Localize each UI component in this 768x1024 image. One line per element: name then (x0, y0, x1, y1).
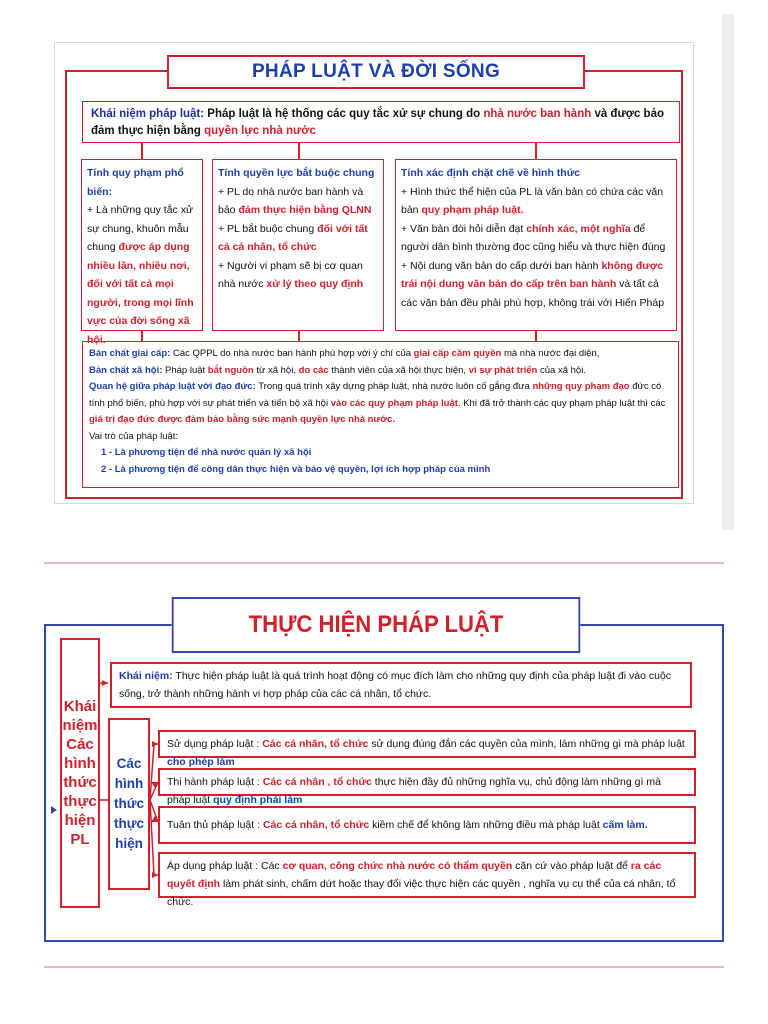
feature-title: Tính xác định chặt chẽ về hình thức (401, 167, 581, 179)
concept-highlight: quyền lực nhà nước (204, 125, 316, 137)
feature-text-part: + Người vi phạm sẽ bị cơ quan nhà nước (218, 259, 363, 290)
form-highlight: quy định phải làm (213, 794, 303, 806)
form-apply-law (158, 852, 696, 908)
feature-highlight: đảm thực hiện bằng QLNN (238, 204, 372, 216)
line-text: Pháp luật (162, 364, 208, 376)
feature-highlight: không được trái nội dung văn bản do cấp trên ban hành (401, 259, 664, 290)
line-label: Quan hệ giữa pháp luật với đạo đức: (89, 381, 256, 392)
line-text: của xã hội. (537, 364, 586, 376)
form-highlight: cho phép làm (167, 756, 235, 768)
feature-text-part: + Văn bản đòi hỏi diễn đạt (401, 222, 527, 235)
form-highlight: Các cá nhân, tổ chức (262, 738, 369, 750)
line-text: mà nhà nước đại diện, (501, 348, 600, 359)
form-label: Áp dụng pháp luật : (167, 860, 261, 872)
concept-forms-label: Khái niệm Các hình thức thực hiện PL (62, 698, 98, 848)
feature-highlight: được áp dụng nhiều lần, nhiều nơi, đối với tất cả mọi người, trong mọi lĩnh vực của đời sống xã hội. (87, 241, 194, 346)
form-use-law (158, 730, 696, 768)
line-text: thành viên của xã hội thực hiện, (328, 364, 469, 376)
form-text: căn cứ vào pháp luật để (512, 860, 631, 872)
concept-text: Pháp luật là hệ thống các quy tắc xử sự chung do (204, 108, 484, 120)
concept-text: Thực hiện pháp luật là quá trình hoạt động có mục đích làm cho những quy định của pháp luật đi vào cuộc sống, trở thành những hành vi hợp pháp của các cá nhân, tổ chức. (119, 670, 672, 700)
form-label: Tuân thủ pháp luật : (167, 819, 263, 831)
feature-text-part: + Hình thức thể hiện của PL là văn bản có chứa các văn bản (401, 185, 664, 216)
feature-text-part: + PL do nhà nước ban hành và bảo (218, 185, 364, 216)
form-highlight: Các cá nhân, tổ chức (262, 819, 370, 831)
feature-text-part: + Nội dung văn bản do cấp dưới ban hành (401, 259, 602, 272)
concept-highlight: nhà nước ban hành (483, 108, 592, 120)
form-text: thực hiện đầy đủ những nghĩa vụ, chủ động làm những gì mà pháp luật (167, 776, 661, 806)
form-label: Thi hành pháp luật : (167, 776, 263, 788)
concept-label: Khái niệm: (119, 670, 173, 682)
line-label: Bản chất giai cấp: (89, 348, 171, 359)
line-highlight: bắt nguồn (207, 364, 254, 376)
line-text: Các QPPL do nhà nước ban hành phù hợp với ý chí của (170, 348, 414, 359)
feature-text-part: để người dân bình thường đọc cũng hiểu và thực hiện đúng (401, 222, 666, 253)
feature-highlight: quy phạm pháp luật. (421, 204, 524, 216)
line-text: Trong quá trình xây dựng pháp luật, nhà nước luôn cố gắng đưa (255, 381, 533, 392)
line-text: đức có tính phổ biến, phù hợp với sự phát triển và tiến bộ xã hội (89, 381, 662, 409)
feature-highlight: xử lý theo quy định (266, 278, 364, 290)
line-label: Bản chất xã hội: (89, 364, 163, 376)
role-item: 2 - Là phương tiện để công dân thực hiện và bảo vệ quyền, lợi ích hợp pháp của mình (101, 463, 491, 475)
line-text: từ xã hội, (253, 364, 299, 376)
forms-label: Các hình thức thực hiện (113, 756, 145, 851)
form-text: kiềm chế để không làm những điều mà pháp luật (369, 819, 603, 831)
line-highlight: giai cấp cầm quyền (413, 348, 502, 359)
form-execute-law (158, 768, 696, 806)
feature-text-part: + PL bắt buộc chung (218, 222, 318, 235)
feature-title: Tính quyền lực bắt buộc chung (218, 167, 375, 179)
line-highlight: vào các quy phạm pháp luật (330, 397, 458, 409)
form-highlight: cơ quan, công chức nhà nước có thẩm quyền (282, 860, 513, 872)
role-heading: Vai trò của pháp luật: (89, 430, 179, 442)
form-text: Các (261, 860, 283, 872)
role-item: 1 - Là phương tiện để nhà nước quản lý xã hội (101, 447, 312, 458)
concept-label: Khái niệm pháp luật: (91, 108, 205, 120)
form-text: làm phát sinh, chấm dứt hoặc thay đổi việc thực hiện các quyền , nghĩa vụ cụ thể của cá nhân, tổ chức. (167, 878, 676, 908)
feature-highlight: đối với tất cả cá nhân, tổ chức (218, 222, 368, 253)
implementation-concept-box (110, 662, 692, 708)
feature-text-part: và tất cả các văn bản đều phải phù hợp, không trái với Hiến Pháp (401, 278, 665, 309)
form-text: sử dụng đúng đắn các quyền của mình, làm những gì mà pháp luật (368, 738, 685, 750)
feature-highlight: chính xác, một nghĩa (526, 222, 631, 235)
form-label: Sử dụng pháp luật : (167, 738, 263, 750)
line-text: . Khi đã trở thành các quy phạm pháp luật thì các (457, 397, 666, 409)
form-highlight: ra các quyết định (167, 860, 662, 890)
form-highlight: cấm làm. (602, 819, 648, 831)
diagram-title: THỰC HIỆN PHÁP LUẬT (172, 597, 580, 653)
line-highlight: vì sự phát triển (468, 364, 538, 376)
line-highlight: do các (298, 364, 329, 376)
feature-title: Tính quy phạm phổ biến: (87, 167, 184, 198)
diagram-title: PHÁP LUẬT VÀ ĐỜI SỐNG (167, 55, 585, 89)
concept-text: và được bảo đảm thực hiện bằng (91, 108, 664, 137)
feature-text-part: + Là những quy tắc xử sự chung, khuôn mẫu chung (87, 204, 193, 253)
line-highlight: giá trị đạo đức được đảm bảo bằng sức mạnh quyền lực nhà nước. (89, 414, 396, 425)
form-comply-law (158, 806, 696, 844)
line-highlight: những quy phạm đạo (532, 381, 630, 392)
form-highlight: Các cá nhân , tổ chức (262, 776, 372, 788)
